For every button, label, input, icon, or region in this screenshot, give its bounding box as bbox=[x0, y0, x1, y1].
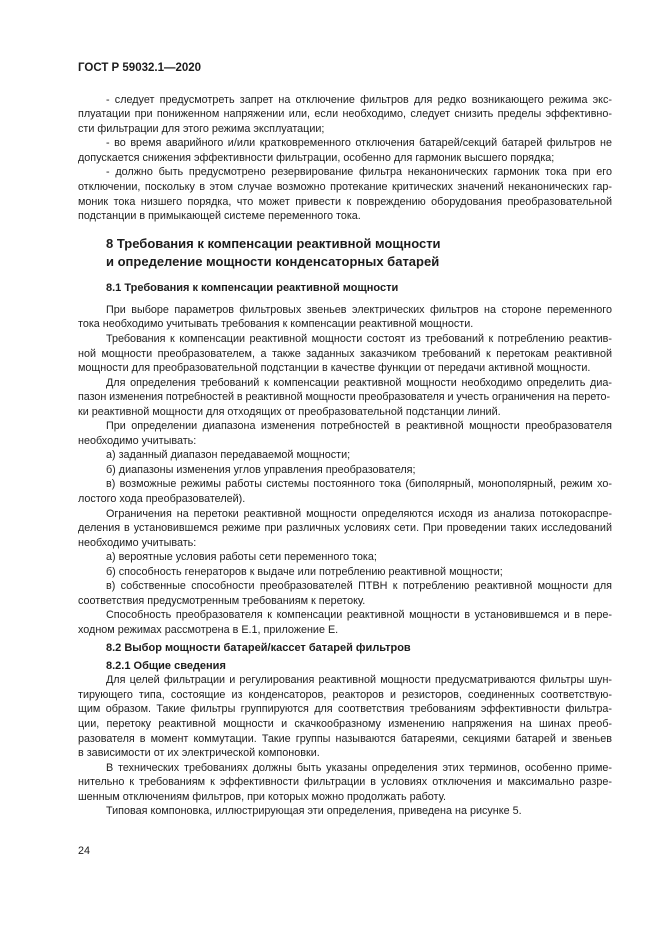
text-line: - следует предусмотреть запрет на отключение фильтров для редко возникающего режима экс- bbox=[106, 93, 612, 106]
text-line: Типовая компоновка, иллюстрирующая эти определения, приведена на рисунке 5. bbox=[106, 805, 522, 818]
text-line: пазон изменения потребностей в реактивной мощности преобразователя и учесть ограничения на перето- bbox=[78, 391, 611, 404]
list-item bbox=[78, 93, 612, 137]
text-line: ходном режимах рассмотрена в Е.1, приложение Е. bbox=[78, 623, 339, 636]
text-line: в) возможные режимы работы системы постоянного тока (биполярный, монополярный, режим хо- bbox=[106, 478, 612, 491]
text-line: - должно быть предусмотрено резервирование фильтра неканонических гармоник тока при его bbox=[106, 166, 612, 179]
text-line: б) способность генераторов к выдаче или потреблению реактивной мощности; bbox=[106, 565, 503, 578]
text-line: тока необходимо учитывать требования к компенсации реактивной мощности. bbox=[78, 318, 474, 331]
subsubsection-heading: 8.2.1 Общие сведения bbox=[106, 659, 226, 672]
paragraph bbox=[78, 419, 612, 448]
text-line: ной мощности преобразователем, а также заданных заказчиком требований к перетокам реактивной bbox=[78, 347, 612, 360]
section-heading-line: и определение мощности конденсаторных батарей bbox=[106, 254, 440, 269]
text-line: соответствия предусмотренным требованиям к перетоку. bbox=[78, 594, 366, 607]
text-line: - во время аварийного и/или кратковременного отключения батарей/секций батарей фильтров не bbox=[106, 137, 612, 150]
text-line: нительно к требованиям к эффективности фильтрации в условиях отключения и максимально разре- bbox=[78, 776, 612, 789]
list-item bbox=[78, 448, 612, 463]
text-line: а) заданный диапазон передаваемой мощности; bbox=[106, 449, 351, 462]
document-body bbox=[78, 93, 612, 819]
text-line: щим образом. Такие фильтры группируются для соответствия требованиям эффективности фильтра- bbox=[78, 703, 612, 716]
list-item bbox=[78, 477, 612, 506]
paragraph bbox=[78, 804, 612, 819]
text-line: в) собственные способности преобразователей ПТВН к потреблению реактивной мощности для bbox=[106, 580, 612, 593]
text-line: При определении диапазона изменения потребностей в реактивной мощности преобразователя bbox=[106, 420, 612, 433]
text-line: лостого хода преобразователей). bbox=[78, 493, 246, 506]
section-heading-line: 8 Требования к компенсации реактивной мощности bbox=[106, 236, 441, 251]
text-line: тирующего типа, состоящие из конденсаторов, реакторов и резисторов, соединенных соответствую- bbox=[78, 688, 612, 701]
page-number: 24 bbox=[78, 845, 91, 857]
paragraph bbox=[78, 507, 612, 551]
subsection-heading: 8.2 Выбор мощности батарей/кассет батарей фильтров bbox=[106, 642, 411, 654]
text-line: плуатации при пониженном напряжении или, если необходимо, следует снизить пределы эффективно- bbox=[78, 108, 612, 121]
subsection-heading: 8.1 Требования к компенсации реактивной мощности bbox=[106, 281, 399, 294]
text-line: моник тока низшего порядка, что может привести к повреждению оборудования преобразовательной bbox=[78, 195, 612, 208]
text-line: ции, перетоку реактивной мощности и скачкообразному изменению напряжения на шинах преоб- bbox=[78, 718, 612, 731]
paragraph bbox=[78, 673, 612, 760]
paragraph bbox=[78, 608, 612, 637]
text-line: а) вероятные условия работы сети переменного тока; bbox=[106, 551, 377, 564]
list-item bbox=[78, 579, 612, 608]
subsection-body bbox=[78, 673, 612, 818]
text-line: разователя в момент коммутации. Такие группы называются батареями, секциями батарей и звеньев bbox=[78, 732, 612, 745]
paragraph bbox=[78, 761, 612, 805]
list-item bbox=[78, 463, 612, 478]
text-line: необходимо учитывать: bbox=[78, 434, 197, 447]
text-line: Для определения требований к компенсации реактивной мощности необходимо определить диа- bbox=[106, 376, 612, 389]
document-header: ГОСТ Р 59032.1—2020 bbox=[78, 62, 202, 74]
list-item bbox=[78, 550, 612, 565]
text-line: необходимо учитывать: bbox=[78, 536, 197, 549]
text-line: Требования к компенсации реактивной мощности состоят из требований к потреблению реактив- bbox=[106, 333, 612, 346]
text-line: деления в установившемся режиме при различных условиях сети. При проведении таких исследований bbox=[78, 522, 612, 535]
text-line: В технических требованиях должны быть указаны определения этих терминов, особенно приме- bbox=[106, 761, 612, 774]
paragraph bbox=[78, 303, 612, 332]
text-line: Ограничения на перетоки реактивной мощности определяются исходя из анализа потокораспре- bbox=[106, 507, 612, 520]
text-line: в зависимости от их электрической компоновки. bbox=[78, 747, 320, 760]
text-line: ки реактивной мощности для отходящих от преобразовательной подстанции линий. bbox=[78, 405, 501, 418]
text-line: При выборе параметров фильтровых звеньев электрических фильтров на стороне переменного bbox=[106, 303, 612, 316]
list-item bbox=[78, 565, 612, 580]
text-line: б) диапазоны изменения углов управления преобразователя; bbox=[106, 463, 416, 476]
text-line: шенным отключениям фильтров, при которых можно продолжать работу. bbox=[78, 790, 446, 803]
text-line: подстанции в примыкающей системе переменного тока. bbox=[78, 210, 361, 223]
section-heading bbox=[78, 235, 612, 271]
list-item bbox=[78, 136, 612, 165]
subsection-body bbox=[78, 303, 612, 638]
text-line: Для целей фильтрации и регулирования реактивной мощности предусматриваются фильтры шун- bbox=[106, 674, 612, 687]
list-item bbox=[78, 165, 612, 223]
text-line: Способность преобразователя к компенсации реактивной мощности в установившемся и в пере- bbox=[106, 609, 612, 622]
text-line: мощности для преобразовательной подстанции в качестве функции от передачи активной мощности. bbox=[78, 362, 591, 375]
text-line: сти фильтрации для этого режима эксплуатации; bbox=[78, 122, 325, 135]
text-line: допускается снижения эффективности фильтрации, особенно для гармоник высшего порядка; bbox=[78, 151, 555, 164]
text-line: отключении, поскольку в этом случае возможно протекание критических значений неканонических гар- bbox=[78, 180, 612, 193]
paragraph bbox=[78, 332, 612, 376]
paragraph bbox=[78, 376, 612, 420]
